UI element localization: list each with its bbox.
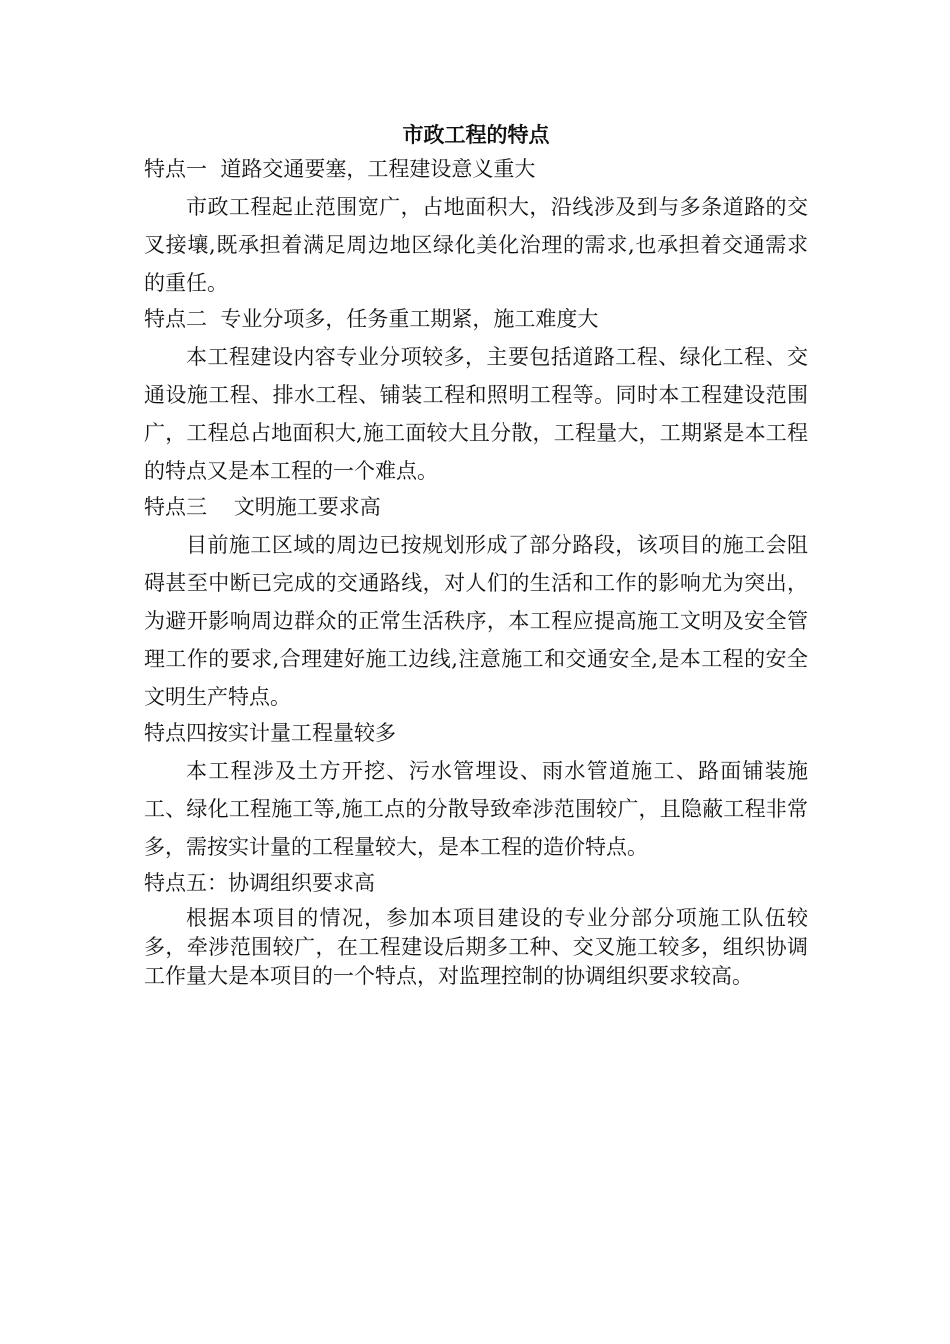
section-body: 本工程建设内容专业分项较多，主要包括道路工程、绿化工程、交通设施工程、排水工程、铺装工程和照明工程等。同时本工程建设范围广，工程总占地面积大,施工面较大且分散，工程量大，工期紧是本工程的特点又是本工程的一个难点。 bbox=[144, 345, 808, 483]
section-2 bbox=[144, 302, 808, 490]
section-4 bbox=[144, 716, 808, 866]
document-page bbox=[144, 118, 808, 991]
section-5 bbox=[144, 866, 808, 991]
section-3 bbox=[144, 490, 808, 716]
section-heading: 特点一 道路交通要塞，工程建设意义重大 bbox=[144, 157, 536, 181]
section-body: 市政工程起止范围宽广，占地面积大，沿线涉及到与多条道路的交叉接壤,既承担着满足周边地区绿化美化治理的需求,也承担着交通需求的重任。 bbox=[144, 195, 808, 295]
document-title: 市政工程的特点 bbox=[402, 122, 550, 147]
section-heading: 特点五：协调组织要求高 bbox=[144, 871, 375, 895]
section-body: 根据本项目的情况，参加本项目建设的专业分部分项施工队伍较多，牵涉范围较广，在工程建设后期多工种、交叉施工较多，组织协调工作量大是本项目的一个特点，对监理控制的协调组织要求较高。 bbox=[144, 906, 808, 988]
section-1 bbox=[144, 152, 808, 302]
section-body: 目前施工区域的周边已按规划形成了部分路段，该项目的施工会阻碍甚至中断已完成的交通路线，对人们的生活和工作的影响尤为突出，为避开影响周边群众的正常生活秩序，本工程应提高施工文明及安全管理工作的要求,合理建好施工边线,注意施工和交通安全,是本工程的安全文明生产特点。 bbox=[144, 533, 808, 709]
section-heading: 特点四按实计量工程量较多 bbox=[144, 721, 396, 745]
section-heading: 特点二 专业分项多，任务重工期紧，施工难度大 bbox=[144, 307, 599, 331]
section-heading: 特点三 文明施工要求高 bbox=[144, 495, 381, 519]
section-body: 本工程涉及土方开挖、污水管埋设、雨水管道施工、路面铺装施工、绿化工程施工等,施工点的分散导致牵涉范围较广，且隐蔽工程非常多，需按实计量的工程量较大，是本工程的造价特点。 bbox=[144, 759, 808, 859]
